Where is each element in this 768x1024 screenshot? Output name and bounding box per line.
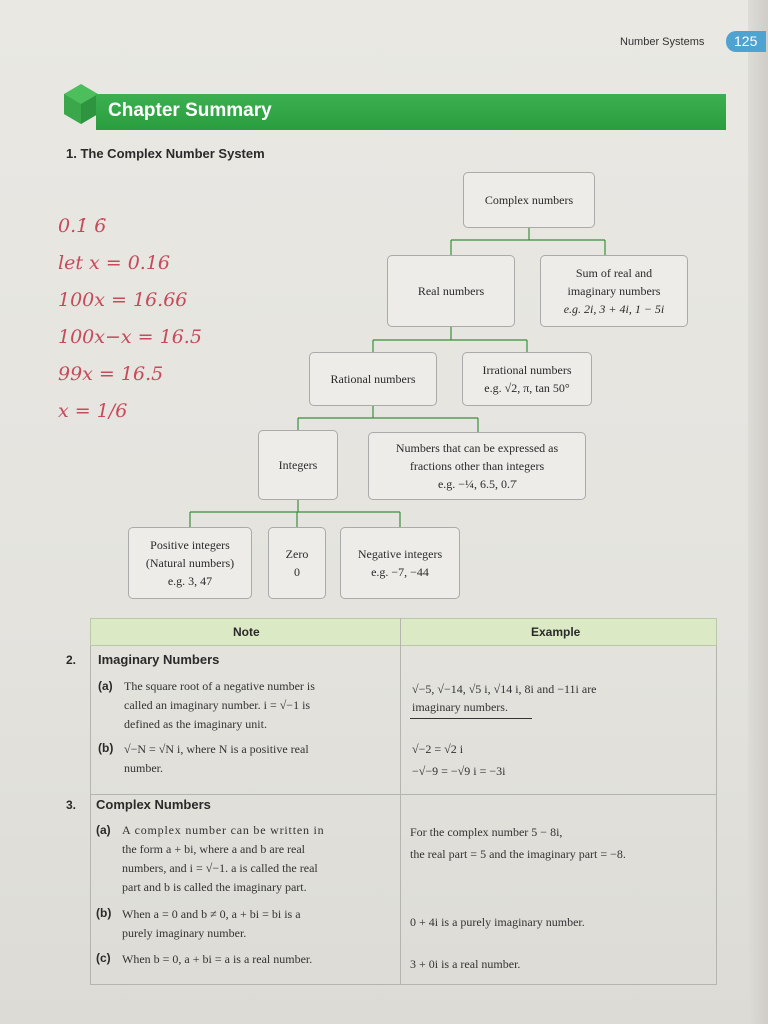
item-label: (b) [98, 741, 114, 755]
example-text: 3 + 0i is a real number. [410, 957, 521, 971]
header-example: Example [531, 625, 581, 639]
example-text: √−5, √−14, √5 i, √14 i, 8i and −11i are [412, 682, 597, 696]
node-positive-integers [128, 527, 252, 599]
node-example: e.g. 3, 47 [167, 574, 213, 588]
note-text: called an imaginary number. i = √−1 is [124, 698, 311, 712]
note-text: purely imaginary number. [122, 926, 247, 940]
note-line: 99x = 16.5 [58, 363, 164, 385]
note-text: part and b is called the imaginary part. [122, 880, 307, 894]
node-zero [268, 527, 326, 599]
example-text: imaginary numbers. [412, 700, 508, 714]
node-imaginary-sum [540, 255, 688, 327]
example-text: the real part = 5 and the imaginary part = −8. [410, 847, 626, 861]
node-example: e.g. −7, −44 [371, 565, 429, 579]
chapter-title: Chapter Summary [108, 100, 272, 121]
ink-underline [410, 718, 532, 719]
note-text: √−N = √N i, where N is a positive real [124, 742, 309, 756]
node-label: imaginary numbers [567, 284, 661, 298]
section-number: 2. [66, 653, 77, 667]
note-text: number. [124, 761, 163, 775]
node-rational-numbers [309, 352, 437, 406]
node-negative-integers [340, 527, 460, 599]
note-line: 100x = 16.66 [58, 289, 188, 311]
node-label: Numbers that can be expressed as [395, 441, 559, 455]
note-line: let x = 0.16 [58, 252, 171, 274]
note-text: A complex number can be written in [122, 823, 325, 837]
node-label: (Natural numbers) [145, 556, 235, 570]
item-label: (a) [96, 823, 111, 837]
section-heading: Complex Numbers [96, 797, 211, 812]
note-line: x = 1/6 [58, 400, 128, 422]
node-label: fractions other than integers [409, 459, 545, 473]
node-label: Complex numbers [484, 193, 574, 207]
page-number: 125 [726, 31, 766, 52]
node-example: 0 [294, 565, 300, 579]
note-line: 100x−x = 16.5 [58, 326, 202, 348]
section-heading: Imaginary Numbers [98, 652, 220, 667]
example-text: 0 + 4i is a purely imaginary number. [410, 915, 585, 929]
node-example: e.g. −¼, 6.5, 0.7̇ [437, 477, 517, 491]
node-label: Positive integers [150, 538, 230, 552]
node-example: e.g. √2, π, tan 50° [484, 381, 570, 395]
node-label: Sum of real and [575, 266, 653, 280]
note-text: the form a + bi, where a and b are real [122, 842, 306, 856]
example-text: √−2 = √2 i [412, 742, 464, 756]
note-text: numbers, and i = √−1. a is called the real [122, 861, 318, 875]
node-label: Integers [278, 458, 318, 472]
section-title: 1. The Complex Number System [66, 146, 265, 161]
node-label: Irrational numbers [482, 363, 572, 377]
node-complex-numbers [463, 172, 595, 228]
table-header [90, 618, 717, 646]
table-column-divider [400, 618, 401, 985]
note-text: When b = 0, a + bi = a is a real number. [122, 952, 313, 966]
item-label: (c) [96, 951, 111, 965]
node-label: Negative integers [357, 547, 443, 561]
node-integers [258, 430, 338, 500]
note-text: The square root of a negative number is [124, 679, 315, 693]
header-note: Note [233, 625, 260, 639]
section-number: 3. [66, 798, 77, 812]
node-label: Real numbers [417, 284, 485, 298]
table-row-divider [90, 794, 717, 795]
example-text: −√−9 = −√9 i = −3i [412, 764, 506, 778]
note-text: When a = 0 and b ≠ 0, a + bi = bi is a [122, 907, 301, 921]
node-label: Rational numbers [330, 372, 416, 386]
running-head: Number Systems [620, 36, 705, 48]
example-text: For the complex number 5 − 8i, [410, 825, 563, 839]
node-fractions [368, 432, 586, 500]
node-irrational-numbers [462, 352, 592, 406]
note-text: defined as the imaginary unit. [124, 717, 267, 731]
node-example: e.g. 2i, 3 + 4i, 1 − 5i [563, 302, 665, 316]
note-line: 0.1̇ 6̇ [58, 215, 107, 237]
item-label: (a) [98, 679, 113, 693]
item-label: (b) [96, 906, 112, 920]
node-label: Zero [285, 547, 309, 561]
node-real-numbers [387, 255, 515, 327]
